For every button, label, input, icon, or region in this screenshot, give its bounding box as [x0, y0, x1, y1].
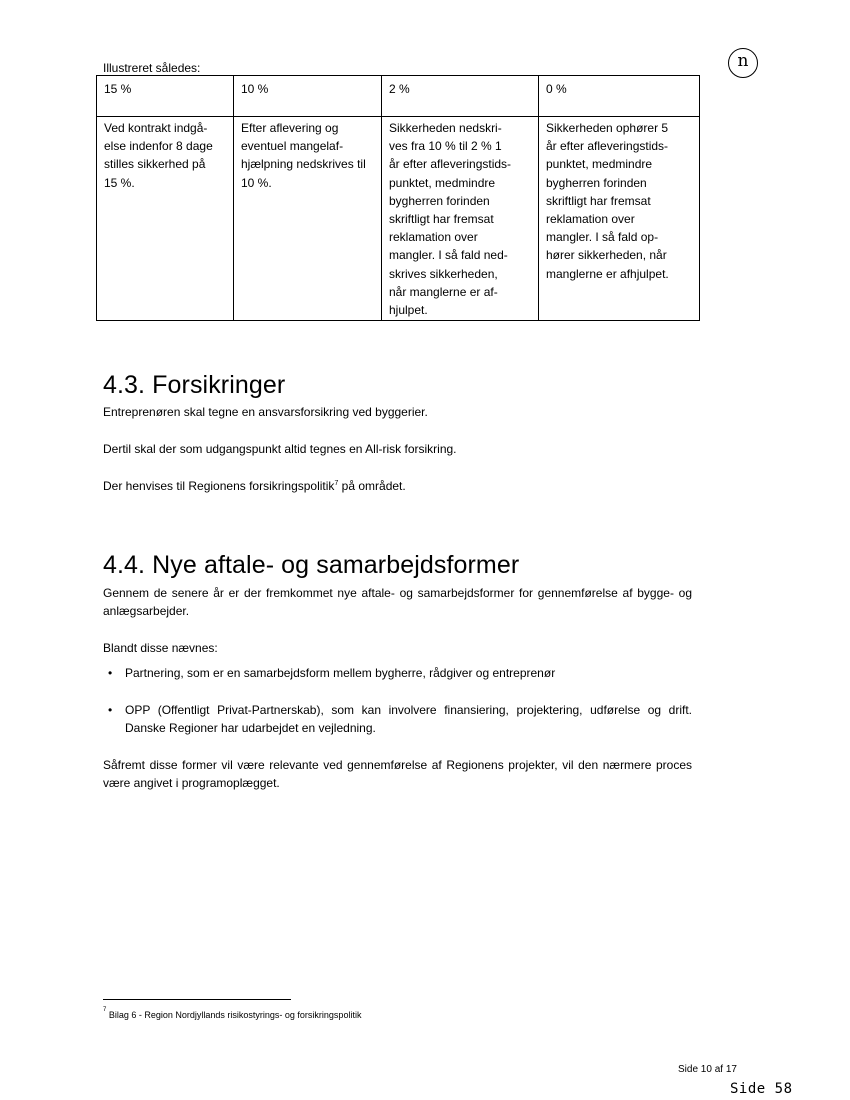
logo-icon: n [728, 48, 758, 78]
paragraph-with-footnote: Der henvises til Regionens forsikringspolitik$^7$ på området. [103, 479, 406, 493]
table-row [97, 117, 700, 321]
section-heading-agreements: 4.4. Nye aftale- og samarbejdsformer [103, 551, 520, 579]
paragraph: Såfremt disse former vil være relevante ved gennemførelse af Regionens projekter, vil den nærmere proces være angivet i programoplægget. [103, 758, 692, 790]
paragraph: Blandt disse nævnes: [103, 641, 218, 655]
table-intro: Illustreret således: [103, 61, 201, 75]
paragraph: Dertil skal der som udgangspunkt altid tegnes en All-risk forsikring. [103, 442, 457, 456]
table-cell: Efter aflevering og eventuel mangelaf- hjælpning nedskrives til 10 %. [234, 117, 382, 321]
paragraph: Gennem de senere år er der fremkommet nye aftale- og samarbejdsformer for gennemførelse af bygge- og anlægsarbejder. [103, 586, 692, 618]
footnote-reference[interactable]: 7 [334, 480, 339, 487]
header-cell: 2 % [382, 76, 539, 117]
footnote-divider [103, 999, 291, 1000]
page-number: Side 10 af 17 [678, 1064, 737, 1075]
table-cell: Sikkerheden nedskri- ves fra 10 % til 2 % 1 år efter afleveringstids- punktet, medmindre bygherren forinden skriftligt har fremsat reklamation over mangler. I så fald ned- skrives sikkerheden, når manglerne er af- hjulpet. [382, 117, 539, 321]
footnote: $^7$ Bilag 6 - Region Nordjyllands risikostyrings- og forsikringspolitik [103, 1007, 362, 1020]
table-cell: Sikkerheden ophører 5 år efter afleveringstids- punktet, medmindre bygherren forinden skriftligt har fremsat reklamation over mangler. I så fald op- hører sikkerheden, når manglerne er afhjulpet. [539, 117, 700, 321]
security-table [96, 75, 700, 321]
page-stamp: Side 58 [730, 1081, 793, 1097]
table-cell: Ved kontrakt indgå- else indenfor 8 dage stilles sikkerhed på 15 %. [97, 117, 234, 321]
bullet-icon: • [108, 703, 113, 717]
table-header-row [97, 76, 700, 117]
header-cell: 0 % [539, 76, 700, 117]
paragraph: Entreprenøren skal tegne en ansvarsforsikring ved byggerier. [103, 405, 428, 419]
section-heading-insurance: 4.3. Forsikringer [103, 371, 286, 399]
header-cell: 15 % [97, 76, 234, 117]
header-cell: 10 % [234, 76, 382, 117]
bullet-icon: • [108, 666, 113, 680]
